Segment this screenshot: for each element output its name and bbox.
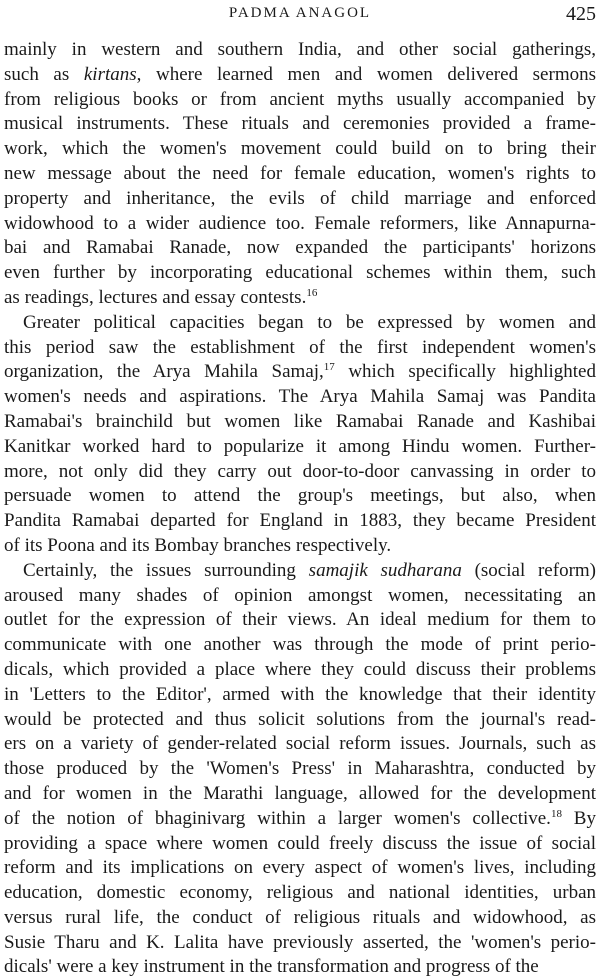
text-run: and for women in the Marathi language, allowed for the development [4,782,596,804]
text-line [4,856,596,881]
text-run: organization, the Arya Mahila Samaj, [4,361,324,383]
text-run: mainly in western and southern India, and other social gatherings, [4,39,596,60]
text-run: Pandita Ramabai departed for England in 1883, they became President [4,510,596,532]
text-run: (social reform) [461,559,596,581]
text-line [4,112,596,137]
text-run: Kanitkar worked hard to popularize it among Hindu women. Further- [4,435,596,457]
text-line [4,410,596,435]
footnote-ref: 17 [323,361,335,374]
text-run: Greater political capacities began to be expressed by women and [23,311,596,333]
text-line [4,336,596,361]
text-line [4,782,596,807]
text-line [4,534,596,559]
text-run: Certainly, the issues surrounding [23,559,309,581]
text-run: such as [4,63,84,85]
text-line [4,559,596,584]
text-line [4,435,596,460]
running-head [0,3,600,27]
text-run: By [561,807,596,829]
text-run: Susie Tharu and K. Lalita have previously asserted, the 'women's perio- [4,931,596,953]
text-run: new message about the need for female education, women's rights to [4,162,596,184]
text-line [4,38,596,63]
italic-term: kirtans [83,63,137,85]
text-line [4,187,596,212]
paragraph [4,311,596,559]
text-line [4,236,596,261]
text-run: of the notion of bhaginivarg within a larger women's collective. [4,807,551,829]
text-run: providing a space where women could freely discuss the issue of social [4,832,596,854]
text-line [4,757,596,782]
text-run: communicate with one another was through the mode of print perio- [4,634,596,656]
text-line [4,385,596,410]
text-run: as readings, lectures and essay contests. [4,286,307,308]
text-line [4,608,596,633]
text-run: outlet for the expression of their views. An ideal medium for them to [4,609,596,631]
page-number: 425 [566,3,596,25]
text-line [4,484,596,509]
paragraph [4,38,596,311]
text-run: property and inheritance, the evils of child marriage and enforced [4,187,596,209]
footnote-ref: 16 [306,286,318,299]
text-run: reform and its implications on every aspect of women's lives, including [4,857,596,879]
text-run: those produced by the 'Women's Press' in Maharashtra, conducted by [4,758,596,780]
text-line [4,212,596,237]
text-line [4,162,596,187]
text-line [4,261,596,286]
body-text [4,38,596,980]
text-run: from religious books or from ancient myths usually accompanied by [4,88,596,110]
text-run: persuade women to attend the group's meetings, but also, when [4,485,596,507]
text-run: of its Poona and its Bombay branches respectively. [4,534,392,556]
text-run: women's needs and aspirations. The Arya Mahila Samaj was Pandita [4,386,596,408]
text-run: work, which the women's movement could build on to bring their [4,138,596,160]
text-run: aroused many shades of opinion amongst women, necessitating an [4,584,596,606]
text-run: bai and Ramabai Ranade, now expanded the participants' horizons [4,237,596,259]
italic-term: samajik sudharana [308,559,462,581]
text-line [4,658,596,683]
text-line [4,360,596,385]
text-run: which specifically highlighted [334,361,596,383]
text-run: dicals, which provided a place where they could discuss their problems [4,658,596,680]
text-line [4,286,596,311]
paragraph [4,559,596,980]
text-run: ers on a variety of gender-related social reform issues. Journals, such as [4,733,596,755]
text-run: more, not only did they carry out door-to-door canvassing in order to [4,460,596,482]
text-run: even further by incorporating educational schemes within them, such [4,262,596,284]
text-line [4,955,596,980]
text-line [4,732,596,757]
text-run: would be protected and thus solicit solutions from the journal's read- [4,708,596,730]
text-line [4,807,596,832]
text-run: musical instruments. These rituals and ceremonies provided a frame- [4,113,596,135]
text-line [4,460,596,485]
text-run: in 'Letters to the Editor', armed with the knowledge that their identity [4,683,596,705]
text-run: versus rural life, the conduct of religious rituals and widowhood, as [4,906,596,928]
text-line [4,683,596,708]
text-line [4,509,596,534]
text-line [4,832,596,857]
text-line [4,63,596,88]
text-line [4,708,596,733]
text-line [4,584,596,609]
text-run: this period saw the establishment of the first independent women's [4,336,596,358]
footnote-ref: 18 [550,807,562,820]
text-line [4,931,596,956]
running-head-author: PADMA ANAGOL [228,5,372,21]
text-line [4,633,596,658]
text-line [4,88,596,113]
text-run: Ramabai's brainchild but women like Ramabai Ranade and Kashibai [4,410,596,432]
text-line [4,881,596,906]
text-line [4,311,596,336]
text-run: widowhood to a wider audience too. Female reformers, like Annapurna- [4,212,596,234]
text-line [4,137,596,162]
text-run: , where learned men and women delivered sermons [136,63,596,85]
text-run: dicals' were a key instrument in the transformation and progress of the [4,956,539,978]
text-line [4,906,596,931]
text-run: education, domestic economy, religious and national identities, urban [4,882,596,904]
